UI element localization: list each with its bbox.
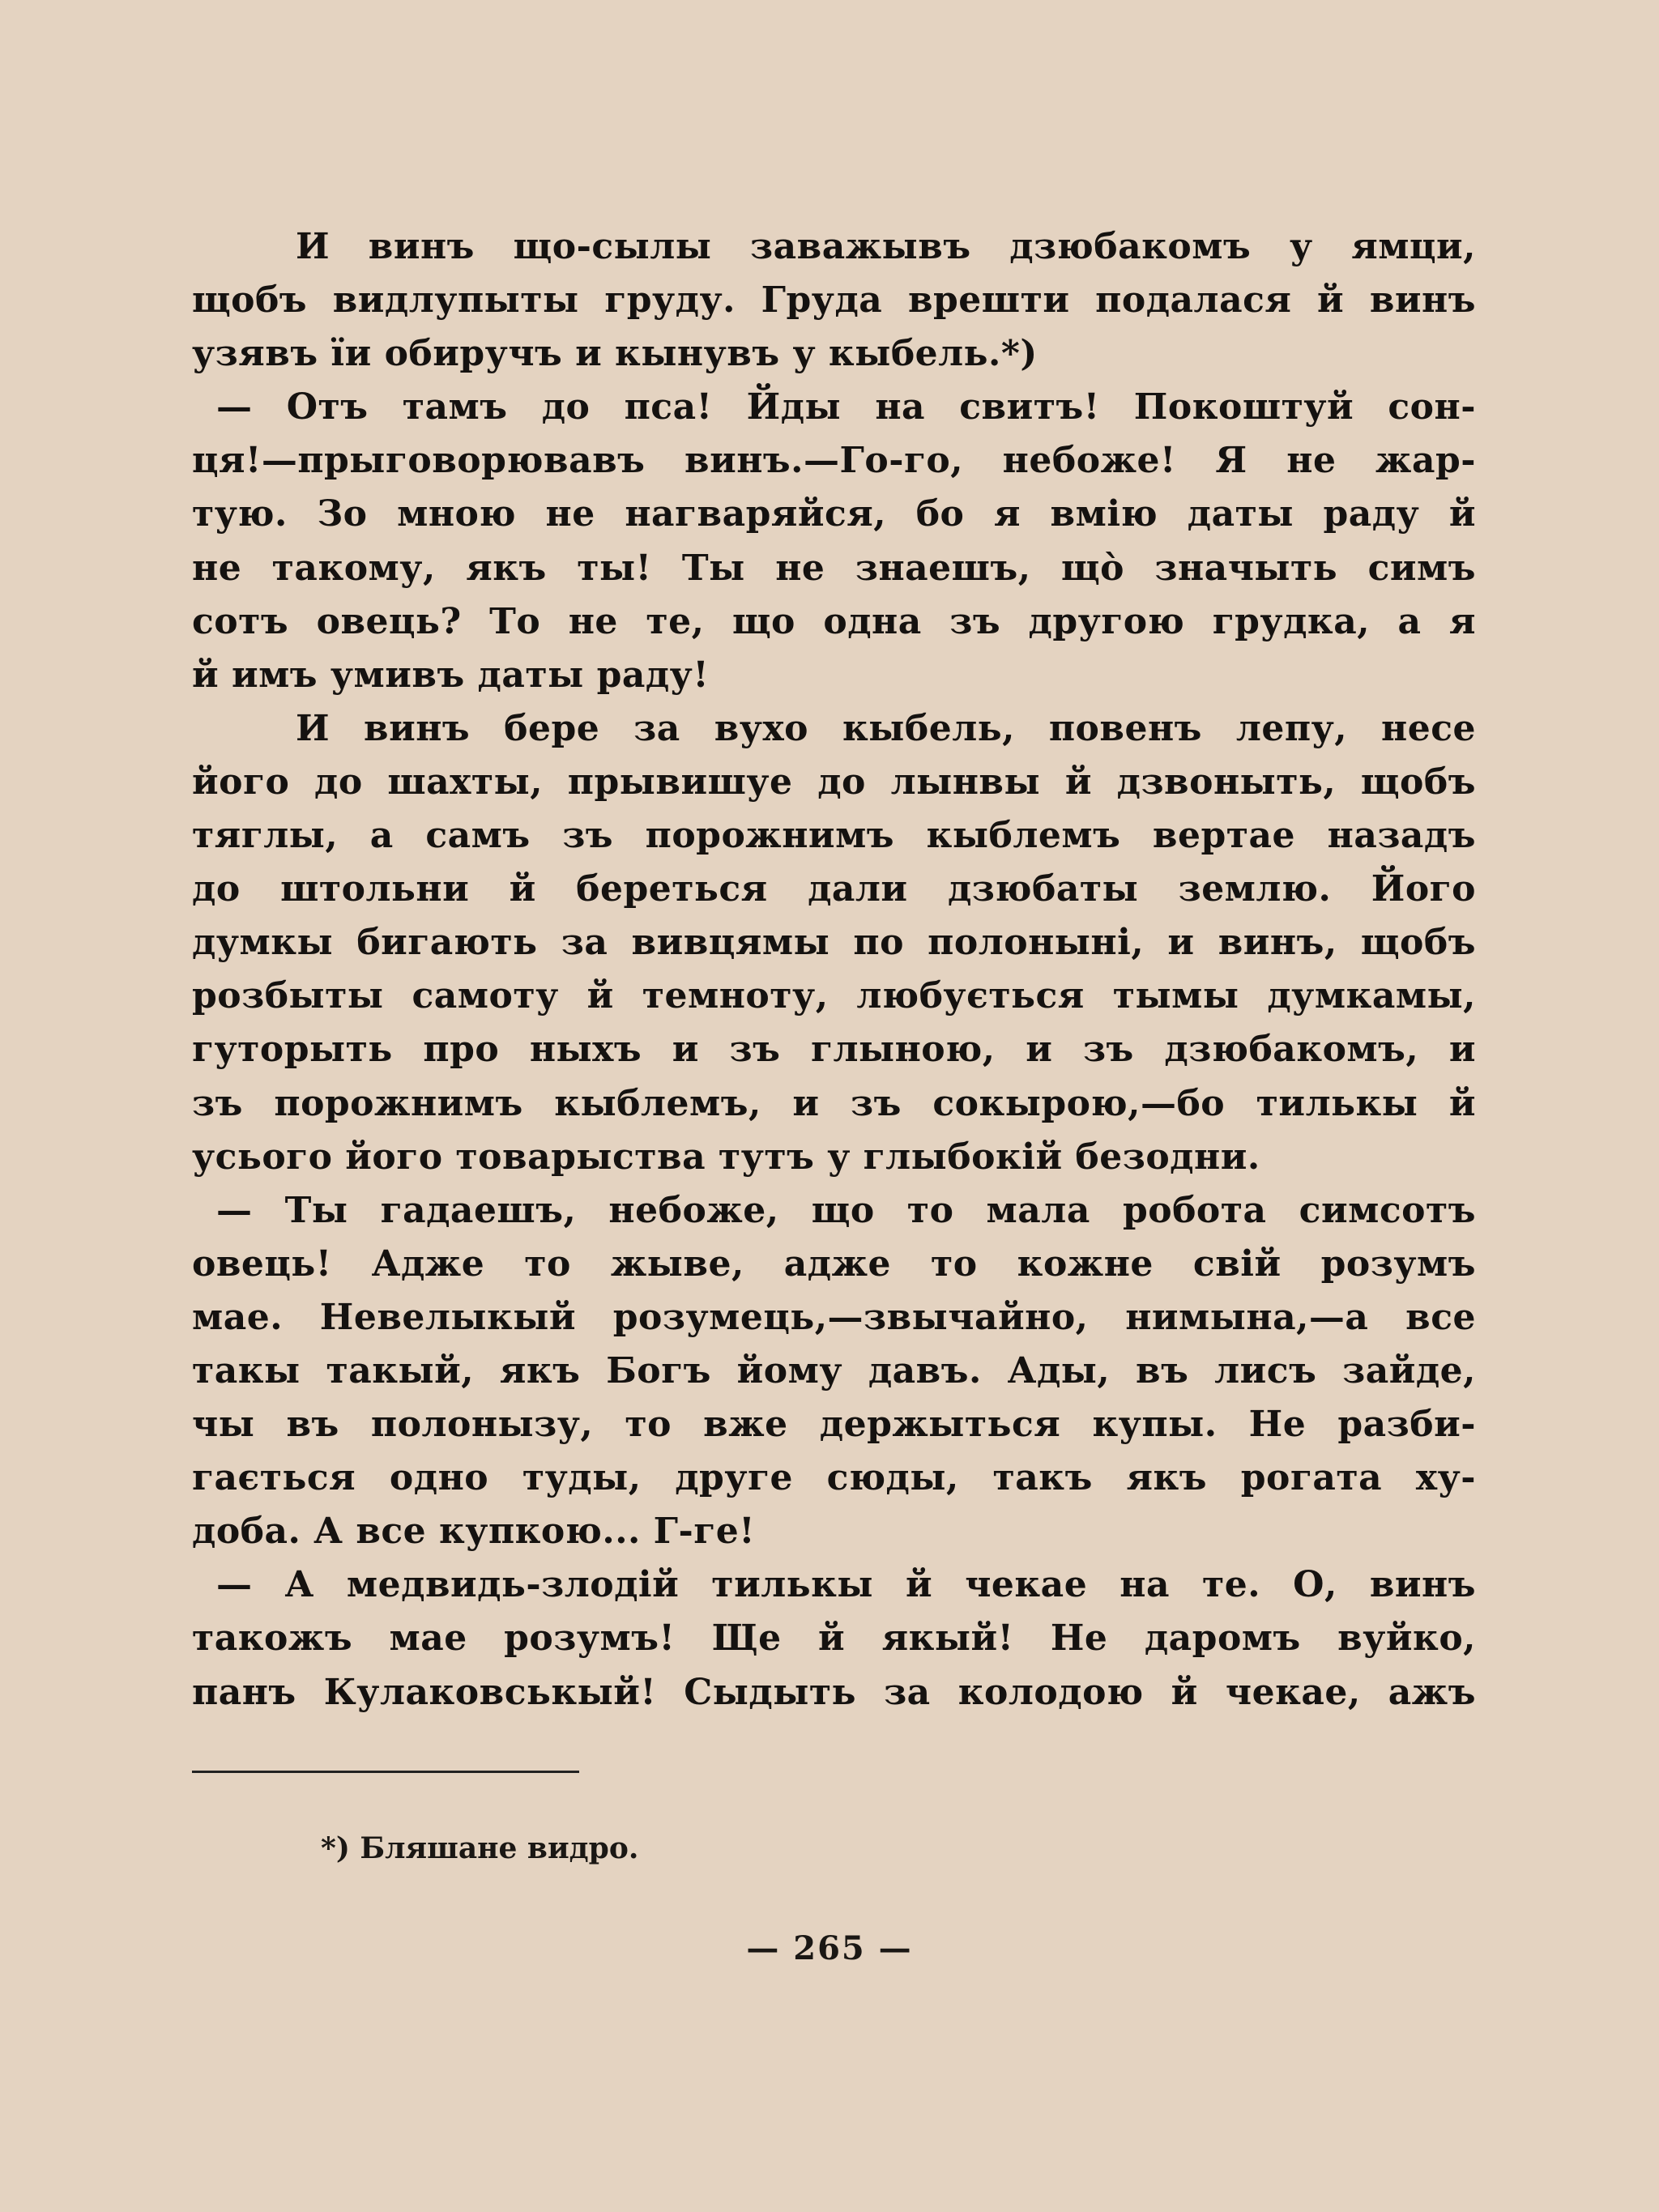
text-line: овець! Адже то жыве, адже то кожне свій розумъ [192, 1242, 1476, 1285]
text-line: узявъ ïи обиручъ и кынувъ у кыбель.*) [192, 333, 1038, 375]
text-line: такы такый, якъ Богъ йому давъ. Ады, въ лисъ зайде, [192, 1349, 1476, 1392]
text-line: такожъ мае розумъ! Ще й якый! Не даромъ вуйко, [192, 1617, 1476, 1660]
main-text [192, 220, 1476, 1720]
text-line: думкы бигають за вивцямы по полонынi, и винъ, щобъ [192, 922, 1476, 964]
text-line: тую. Зо мною не нагваряйся, бо я вмію даты раду й [192, 493, 1476, 535]
footnote-separator [192, 1771, 579, 1773]
text-line: гається одно туды, друге сюды, такъ якъ рогата ху- [192, 1457, 1476, 1499]
text-line: — Ты гадаешъ, небоже, що то мала робота симсотъ [216, 1189, 1476, 1231]
text-line: гуторыть про ныхъ и зъ глыною, и зъ дзюбакомъ, и [192, 1029, 1476, 1071]
text-line: розбыты самоту й темноту, любується тымы думкамы, [192, 975, 1476, 1017]
text-line: його до шахты, прывишуе до лынвы й дзвоныть, щобъ [192, 761, 1476, 803]
text-line: й имъ умивъ даты раду! [192, 654, 710, 696]
text-line: И винъ що-сылы заважывъ дзюбакомъ у ямци, [296, 226, 1476, 267]
text-line: не такому, якъ ты! Ты не знаешъ, що̀ значыть симъ [192, 547, 1476, 589]
text-line: мае. Невелыкый розумець,—звычайно, нимына,—а все [192, 1296, 1476, 1338]
text-line: — Отъ тамъ до пса! Йды на свитъ! Покоштуй сон- [216, 386, 1476, 428]
text-line: зъ порожнимъ кыблемъ, и зъ сокырою,—бо тилькы й [192, 1082, 1476, 1124]
text-line: тяглы, а самъ зъ порожнимъ кыблемъ вертае назадъ [192, 815, 1476, 857]
text-line: чы въ полонызу, то вже держыться купы. Не разби- [192, 1404, 1476, 1446]
text-line: усього його товарыства тутъ у глыбокій безодни. [192, 1136, 1260, 1178]
text-line: доба. А все купкою... Г-ге! [192, 1511, 756, 1553]
text-line: — А медвидь-злодій тилькы й чекае на те. О, винъ [216, 1564, 1476, 1606]
footnote: *) Бляшане видро. [321, 1831, 639, 1865]
text-line: панъ Кулаковськый! Сыдыть за колодою й чекае, ажъ [192, 1671, 1476, 1713]
text-line: И винъ бере за вухо кыбель, повенъ лепу, несе [296, 707, 1476, 749]
text-line: до штольни й береться дали дзюбаты землю. Його [192, 868, 1476, 910]
text-line: ця!—прыговорювавъ винъ.—Го-го, небоже! Я не жар- [192, 440, 1476, 482]
page-number: — 265 — [746, 1929, 913, 1967]
text-line: сотъ овець? То не те, що одна зъ другою грудка, а я [192, 600, 1476, 642]
text-line: щобъ видлупыты груду. Груда врешти подалася й винъ [192, 279, 1476, 322]
